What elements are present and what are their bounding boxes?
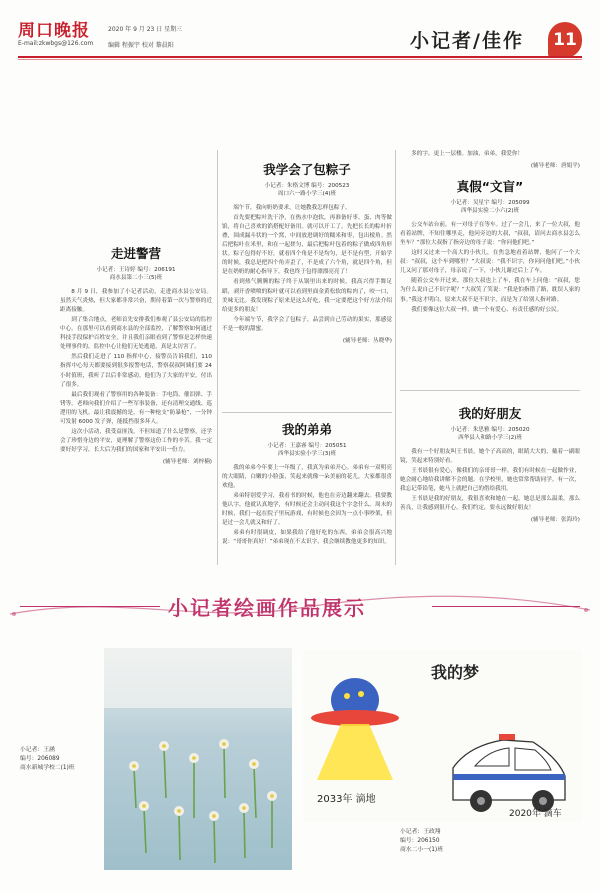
paragraph: 这次小活动，我受益匪浅，不但知道了什么是警察，还学会了珍惜身边的平安，更理解了警察这份工作的辛苦。我一定要好好学习，长大后为我们的国家和平安出一份力。 [60,428,212,453]
article-class: 周口六一路小学三(4)班 [277,190,337,197]
paragraph: 随着公交车开过来，那位大叔也上了车，我在车上问他：“叔叔，您为什么说自己不识字呢？”大叔笑了笑说：“我是怕指错了路，耽误人家的事。”我这才明白，原来大叔不是不识字，而是为了给别人指对路。 [400,278,580,303]
paragraph: 首先要把粽叶洗干净，在热水中泡软，再准备好枣、蛋、肉等做馅，将自己喜欢的馅搭配好备用。就可以开工了。先把长长的粽叶折叠，围成漏斗状的一个窝，中间放进调好的糯米和枣，包出棱角。然后把粽叶在米里，和在一起搓匀，最后把粽叶包着的粽子做成四角形状。粽子包得好不好，就看四个角是不是均匀，是不是有型，开始学的时候，我总是把四个角弄歪了，不是成了六个角，就是四个角，但是在奶奶的耐心指导下，我也终于包得漂漂亮亮了！ [222,215,392,276]
caption-author: 小记者：王涵 [20,747,55,753]
paragraph: 端午节，我向奶奶要求，让她教我怎样包粽子。 [233,205,351,212]
section-title: 小记者/佳作 [410,30,524,52]
paragraph: 看到热气腾腾的粽子终于从锅里出来的时候，我高兴得手舞足蹈，剥开香喷喷的粽叶就可以看到里面金黄松软的粽肉了，咬一口，美味无比。我发现粽子原来是这么好吃，我一定要把这个好方法介绍给更多的朋友！ [222,279,392,313]
painting-my-dream [303,650,582,822]
article-title: 走进警营 [110,246,161,261]
continuation-text [400,150,580,159]
article-byline: 小记者：王诗婷 编号：206191 [96,267,176,273]
paragraph: 我们要像这位大叔一样，做一个有爱心、有责任感的好公民。 [411,306,563,313]
article-body [222,204,392,334]
paragraph: 王书晨很有爱心，像我们的亲哥哥一样。我们有时候在一起做作业，她会耐心地给我讲解不会的题。在学校里，她也常常帮助同学。有一次，我忘记带铅笔，她马上就把自己的借给我用。 [400,468,580,493]
article-body [222,464,392,547]
showcase-title: 小记者绘画作品展示 [168,596,366,620]
article-class: 西华县实验二小六(2)班 [460,207,520,214]
article-teacher: (辅导老师：张海玲) [530,517,580,524]
paragraph: 我的弟弟今年要上一年级了，我真为弟弟开心。弟弟有一双明亮的大眼睛，白嫩的小脸蛋，笑起来就像一朵美丽的花儿，大家都很喜欢他。 [222,465,392,490]
article-zhenjiawenmang [400,150,580,316]
paragraph: 然后我们走进了 110 指挥中心，接警员告诉我们，110 指挥中心每天都要接到很多报警电话，警察叔叔阿姨们要 24 小时值班，我听了以后非常感动。他们为了大家的平安，付出了很多。 [60,354,212,388]
header-rule [18,56,582,58]
editor-credits: 编辑 程振宇 校对 黎晨阳 [108,42,174,49]
article-title: 我学会了包粽子 [263,162,351,177]
article-class: 西华县人和路小学三(2)班 [458,434,522,441]
article-byline: 小记者：朱思雅 编号：205020 [450,427,530,433]
row-divider [222,412,392,413]
paragraph: 多的字，更上一层楼。加油，弟弟，我爱你！ [411,151,524,157]
caption-id: 编号：206089 [20,755,60,762]
caption-id: 编号：206150 [400,837,440,844]
column-divider [395,150,396,565]
column-divider [217,150,218,565]
contact-email: E-mail:zkwbgs@126.com [18,40,94,47]
article-title: 我的弟弟 [281,422,332,437]
article-class: 西华县实验小学三(3)班 [277,450,337,457]
article-wodedidi [222,420,392,549]
page-number-badge: 11 [548,22,582,58]
article-baozongzi [222,160,392,344]
caption-author: 小记者：王政翔 [400,829,441,835]
paragraph: 到了集合地点，老师首先安排我们参观了县公安局的监控中心。在那里可以看到商水县的全部监控，了解警察如何通过科技手段保护百姓安全，并且我们亲眼看到了警察是怎样快速处理事件的，监控中心让他们无处逃遁，真是太厉害了。 [60,317,212,351]
row-divider [400,390,580,391]
article-byline: 小记者：朱格文博 编号：200523 [264,183,350,189]
paragraph: 我有一个好朋友叫王书晨，她个子高高的，眼睛大大的，戴着一副眼镜，笑起来特别好看。 [400,449,580,465]
article-teacher: (辅导老师：丛晓华) [342,337,392,344]
header-rule-thin [18,59,582,60]
article-class: 商水县第二小三(5)班 [109,274,163,281]
article-teacher: (辅导老师：刘梓楠) [162,458,212,465]
flower-painting-image [104,648,292,870]
masthead-logo: 周口晚报 [18,21,90,41]
caption-painting-dream [400,828,520,855]
paragraph: 最后我们观看了警察用的各种装备：手电筒、催泪弹、手铐等。老师向我们介绍了一些军事装备，还有清理交通线、巡逻用的飞机。最让我震撼的是，有一种枪支“防暴枪”，一分钟可发射 6000 发子弹，能抵挡很多坏人。 [60,391,212,425]
drawing-title: 我的梦 [431,663,480,682]
caption-painting-flowers [20,746,100,773]
article-wodehaopengyou [400,404,580,523]
paragraph: 这时又过来一个高大的小伙儿，在焦急地看着站牌，他问了一个大叔：“叔叔，这个车到哪里？”大叔说：“我不识字，你问问他们吧。”小伙儿又问了那对母子，母亲说了一下，小伙儿谢过后上了车。 [400,250,580,275]
article-byline: 小记者：王嘉睿 编号：205051 [267,443,347,449]
caption-class: 商水二小一(1)班 [400,846,443,853]
paragraph: 8 月 9 日，我参加了小记者活动，走进商水县公安局。虽然天气炎热，但大家都非常兴奋，期待着第一次与警察的近距离接触。 [60,289,212,314]
paragraph: 公交车站台前，有一对母子在等车。过了一会儿，来了一位大叔，他看着站牌，不知往哪里走，他问旁边的大叔，“叔叔，请问去商水县怎么坐车？”那位大叔指了指旁边的母子说：“你问他们吧。” [400,222,580,247]
issue-date: 2020 年 9 月 23 日 星期三 [108,26,183,33]
drawing-caption-2033: 2033年 滴地 [317,794,376,805]
article-body [400,221,580,314]
article-title: 我的好朋友 [458,406,522,421]
article-title: 真假“文盲” [456,179,524,195]
article-byline: 小记者：吴星宇 编号：205099 [450,200,530,207]
paragraph: 弟弟有时很调皮，如果我给了他好吃的东西，弟弟会很高兴地说：“哥哥你真好！”弟弟现在不太识字，我会继续教他更多的知识。 [222,530,392,546]
article-body [60,288,212,455]
caption-class: 商水新城学校二(1)班 [20,764,75,771]
paragraph: 王书晨是我的好朋友，我很喜欢和她在一起，她总是那么温柔，那么善良，让我感到很开心。我们约定，要永远做好朋友！ [400,496,580,512]
showcase-rule-left [20,606,160,607]
drawing-caption-2020: 2020年 滴车 [509,809,562,819]
showcase-rule-right [432,606,580,607]
article-body [400,448,580,513]
paragraph: 今年端午节，我学会了包粽子，品尝到自己劳动的果实，那感觉不是一般的甜蜜。 [222,316,392,332]
article-teacher: (辅导老师：唐娟平) [530,163,580,170]
painting-flowers [104,648,292,870]
article-zoujinjingying [60,244,212,465]
paragraph: 弟弟特别爱学习，我看书的时候，他也在旁边翻来翻去。我要教他认字，他就认真地学，有时候还会主动问我这个字念什么。周末的时候，我们一起在院子里玩游戏，有时候也会因为一点小事吵架，但是过一会儿就又和好了。 [222,493,392,527]
